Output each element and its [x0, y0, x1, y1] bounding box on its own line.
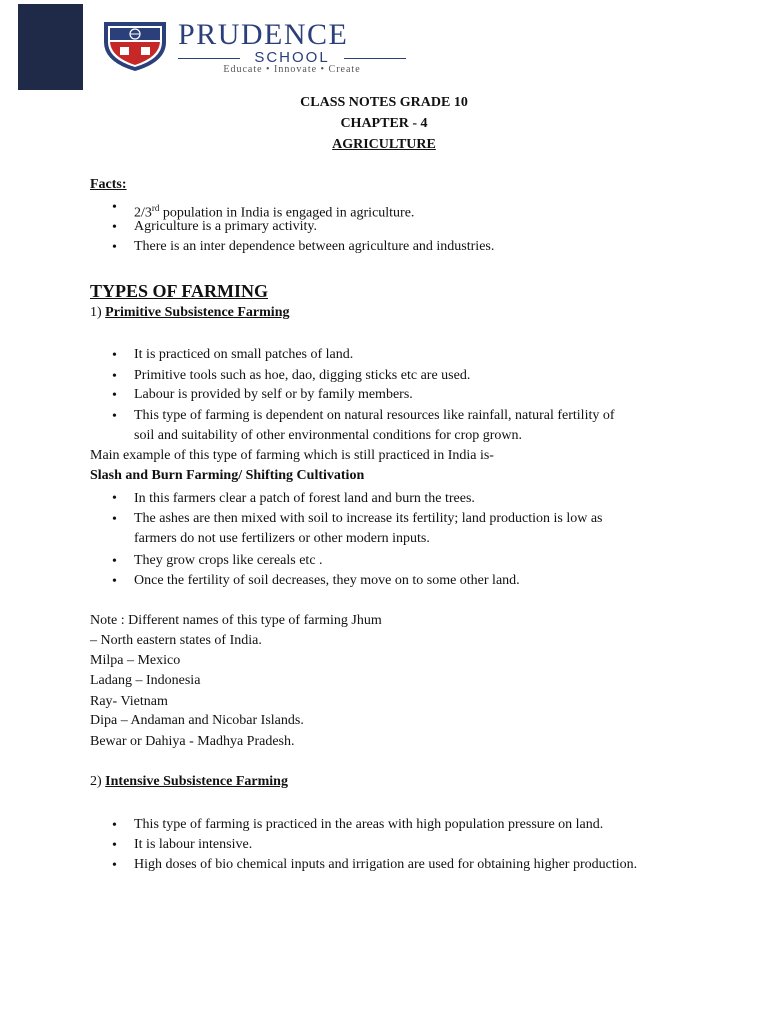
bullet-icon: •: [112, 369, 117, 384]
primitive-bullet: Primitive tools such as hoe, dao, digging sticks etc are used.: [134, 368, 471, 383]
main-example-text: Main example of this type of farming which is still practiced in India is-: [90, 448, 494, 463]
fact-item-2: Agriculture is a primary activity.: [134, 219, 317, 234]
slash-burn-heading: Slash and Burn Farming/ Shifting Cultivation: [90, 468, 365, 483]
slash-bullet: They grow crops like cereals etc .: [134, 553, 323, 568]
header-chapter: CHAPTER - 4: [340, 116, 428, 131]
note-line: Milpa – Mexico: [90, 653, 181, 668]
slash-bullet-continued: farmers do not use fertilizers or other modern inputs.: [134, 531, 430, 546]
intensive-title: Intensive Subsistence Farming: [105, 774, 288, 789]
primitive-bullet: Labour is provided by self or by family members.: [134, 387, 413, 402]
fact-item-1-post: population in India is engaged in agriculture.: [159, 205, 415, 221]
primitive-number: 1): [90, 305, 106, 320]
bullet-icon: •: [112, 200, 117, 215]
bullet-icon: •: [112, 838, 117, 853]
fact-item-3: There is an inter dependence between agriculture and industries.: [134, 239, 495, 254]
primitive-heading: [90, 304, 289, 322]
fact-item-1-sup: rd: [151, 203, 160, 213]
bullet-icon: •: [112, 348, 117, 363]
bullet-icon: •: [112, 240, 117, 255]
intensive-bullet: This type of farming is practiced in the areas with high population pressure on land.: [134, 817, 604, 832]
intensive-number: 2): [90, 774, 106, 789]
logo-school: SCHOOL: [178, 49, 406, 67]
bullet-icon: •: [112, 512, 117, 527]
bullet-icon: •: [112, 409, 117, 424]
header-title-text: AGRICULTURE: [332, 137, 436, 152]
note-line: Ladang – Indonesia: [90, 673, 201, 688]
slash-bullet: Once the fertility of soil decreases, they move on to some other land.: [134, 573, 520, 588]
note-line: Ray- Vietnam: [90, 694, 168, 709]
primitive-bullet: This type of farming is dependent on natural resources like rainfall, natural fertility of: [134, 408, 615, 423]
intensive-heading: [90, 773, 288, 791]
header-class: CLASS NOTES GRADE 10: [300, 95, 468, 110]
intensive-bullet: It is labour intensive.: [134, 837, 253, 852]
note-line: Dipa – Andaman and Nicobar Islands.: [90, 713, 304, 728]
fact-item-1-pre: 2/3: [134, 205, 152, 221]
bullet-icon: •: [112, 491, 117, 506]
note-line: – North eastern states of India.: [90, 633, 262, 648]
corner-block: [18, 4, 83, 90]
bullet-icon: •: [112, 574, 117, 589]
header-title: [0, 137, 768, 153]
types-heading: TYPES OF FARMING: [90, 281, 268, 301]
school-crest-icon: [100, 20, 170, 72]
note-line: Bewar or Dahiya - Madhya Pradesh.: [90, 734, 295, 749]
bullet-icon: •: [112, 388, 117, 403]
logo-name: PRUDENCE: [178, 18, 349, 51]
bullet-icon: •: [112, 818, 117, 833]
slash-bullet: The ashes are then mixed with soil to increase its fertility; land production is low as: [134, 511, 603, 526]
bullet-icon: •: [112, 220, 117, 235]
facts-heading: Facts:: [90, 177, 127, 192]
school-logo: [100, 20, 410, 76]
primitive-bullet: It is practiced on small patches of land.: [134, 347, 354, 362]
slash-bullet: In this farmers clear a patch of forest land and burn the trees.: [134, 491, 475, 506]
primitive-title: Primitive Subsistence Farming: [105, 305, 290, 320]
bullet-icon: •: [112, 554, 117, 569]
logo-tagline: Educate • Innovate • Create: [223, 64, 361, 75]
bullet-icon: •: [112, 858, 117, 873]
note-line: Note : Different names of this type of farming Jhum: [90, 613, 382, 628]
primitive-bullet-continued: soil and suitability of other environmental conditions for crop grown.: [134, 428, 523, 443]
intensive-bullet: High doses of bio chemical inputs and irrigation are used for obtaining higher production.: [134, 857, 638, 872]
